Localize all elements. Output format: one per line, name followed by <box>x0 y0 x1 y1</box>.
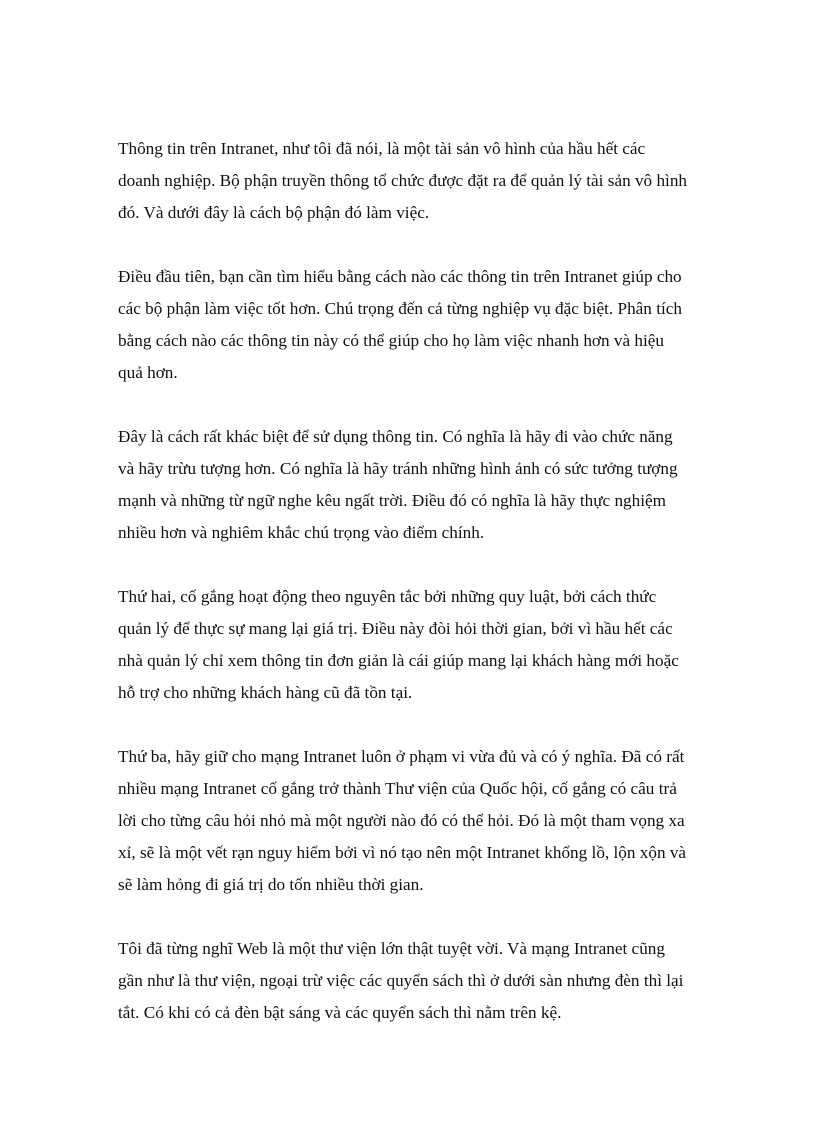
text-line: và hãy trừu tượng hơn. Có nghĩa là hãy tránh những hình ảnh có sức tưởng tượng <box>118 459 678 478</box>
paragraph-6 <box>118 933 708 1029</box>
text-line: Điều đầu tiên, bạn cần tìm hiểu bằng cách nào các thông tin trên Intranet giúp cho <box>118 267 682 286</box>
paragraph-1 <box>118 133 708 229</box>
text-line: quản lý để thực sự mang lại giá trị. Điều này đòi hỏi thời gian, bởi vì hầu hết các <box>118 619 673 638</box>
paragraph-4 <box>118 581 708 709</box>
text-line: mạnh và những từ ngữ nghe kêu ngất trời. Điều đó có nghĩa là hãy thực nghiệm <box>118 491 667 510</box>
text-line: Thông tin trên Intranet, như tôi đã nói, là một tài sản vô hình của hầu hết các <box>118 139 646 158</box>
text-line: Tôi đã từng nghĩ Web là một thư viện lớn thật tuyệt vời. Và mạng Intranet cũng <box>118 939 665 958</box>
text-line: sẽ làm hỏng đi giá trị do tốn nhiều thời gian. <box>118 875 424 894</box>
text-line: hỗ trợ cho những khách hàng cũ đã tồn tại. <box>118 683 413 702</box>
text-line: Đây là cách rất khác biệt để sử dụng thông tin. Có nghĩa là hãy đi vào chức năng <box>118 427 673 446</box>
text-line: nhiều hơn và nghiêm khắc chú trọng vào điểm chính. <box>118 523 485 542</box>
paragraph-2 <box>118 261 708 389</box>
text-line: lời cho từng câu hỏi nhỏ mà một người nào đó có thể hỏi. Đó là một tham vọng xa <box>118 811 685 830</box>
paragraph-3 <box>118 421 708 549</box>
document-body <box>118 133 708 1061</box>
text-line: xỉ, sẽ là một vết rạn nguy hiểm bởi vì nó tạo nên một Intranet khổng lồ, lộn xộn và <box>118 843 687 862</box>
text-line: gần như là thư viện, ngoại trừ việc các quyển sách thì ở dưới sàn nhưng đèn thì lại <box>118 971 684 990</box>
text-line: tắt. Có khi có cả đèn bật sáng và các quyển sách thì nằm trên kệ. <box>118 1003 562 1022</box>
text-line: các bộ phận làm việc tốt hơn. Chú trọng đến cả từng nghiệp vụ đặc biệt. Phân tích <box>118 299 682 318</box>
text-line: doanh nghiệp. Bộ phận truyền thông tổ chức được đặt ra để quản lý tài sản vô hình <box>118 171 688 190</box>
text-line: bằng cách nào các thông tin này có thể giúp cho họ làm việc nhanh hơn và hiệu <box>118 331 665 350</box>
text-line: Thứ ba, hãy giữ cho mạng Intranet luôn ở phạm vi vừa đủ và có ý nghĩa. Đã có rất <box>118 747 685 766</box>
text-line: đó. Và dưới đây là cách bộ phận đó làm việc. <box>118 203 430 222</box>
text-line: nhiều mạng Intranet cố gắng trở thành Thư viện của Quốc hội, cố gắng có câu trả <box>118 779 677 798</box>
text-line: Thứ hai, cố gắng hoạt động theo nguyên tắc bởi những quy luật, bởi cách thức <box>118 587 657 606</box>
text-line: quả hơn. <box>118 363 178 382</box>
text-line: nhà quản lý chỉ xem thông tin đơn giản là cái giúp mang lại khách hàng mới hoặc <box>118 651 679 670</box>
paragraph-5 <box>118 741 708 901</box>
